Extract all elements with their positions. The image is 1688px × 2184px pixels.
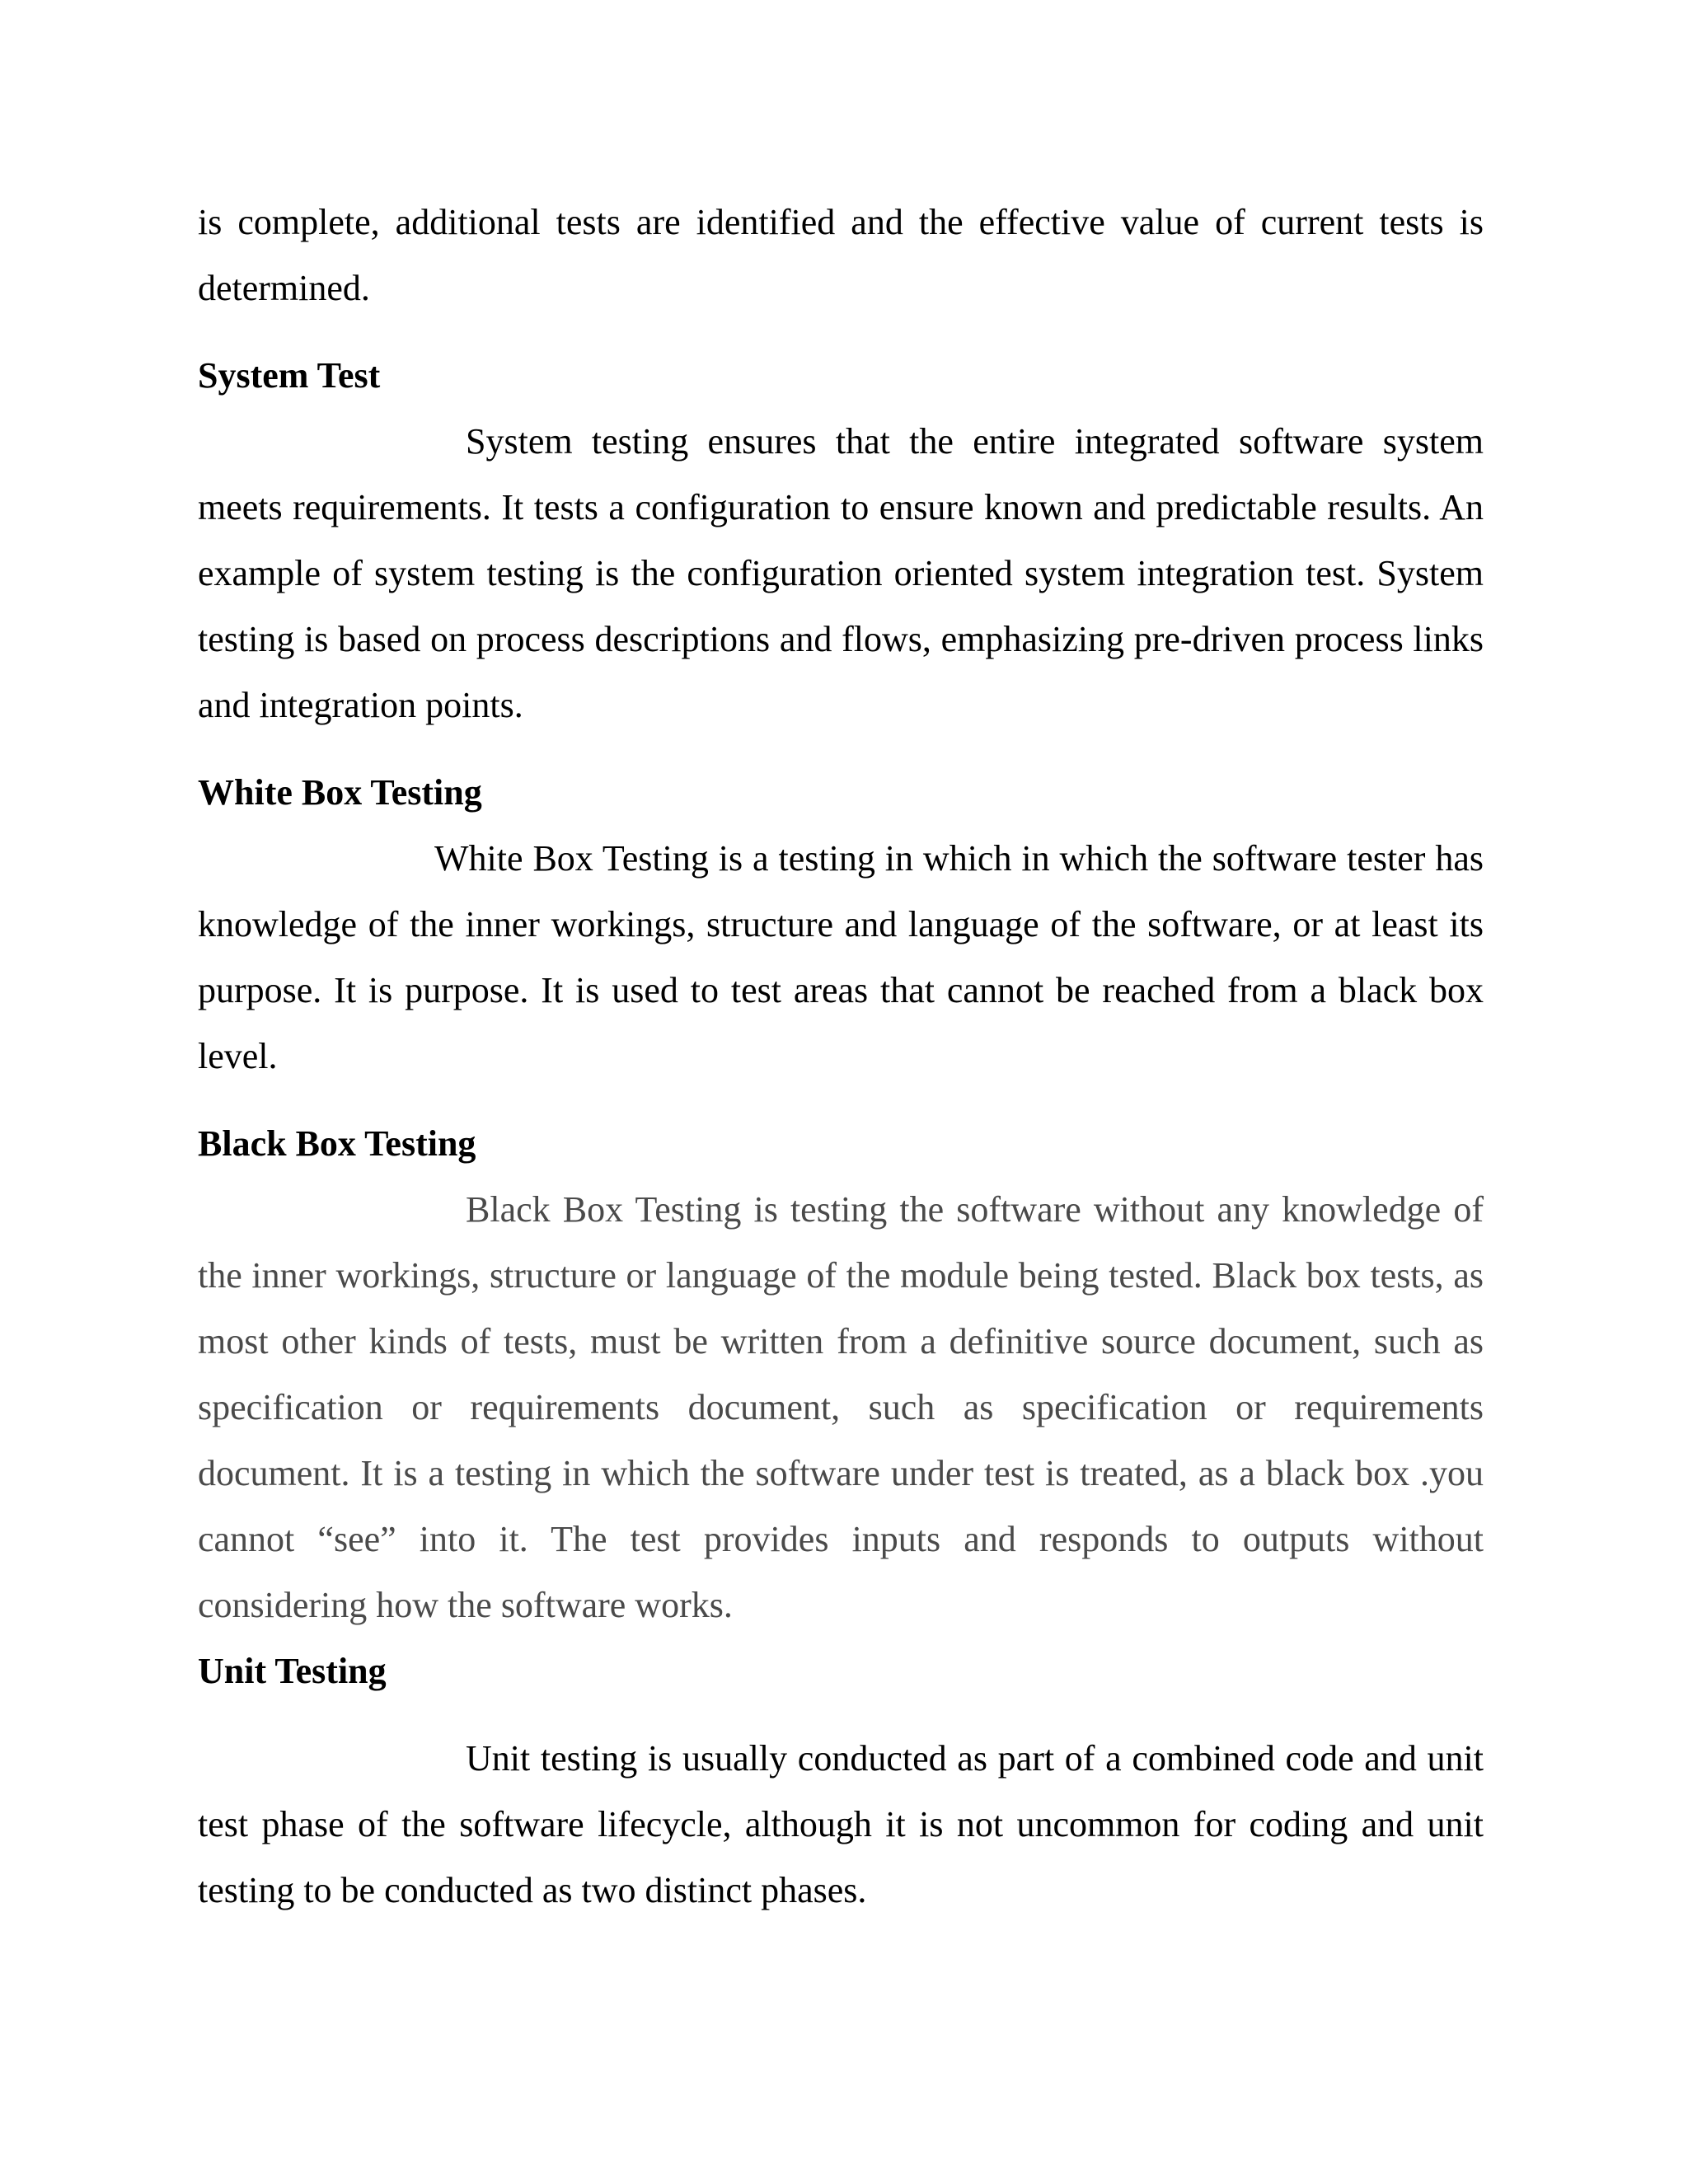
section-heading-black-box-testing: Black Box Testing: [198, 1123, 476, 1164]
spacer: [198, 1704, 1484, 1726]
section-heading-system-test: System Test: [198, 355, 381, 396]
system-test-paragraph: System testing ensures that the entire integrated software system meets requirements. It tests a configuration to ensure known and predictable results. An example of system testing is the configuration oriented system integration test. System testing is based on process descriptions and flows, emphasizing pre-driven process links and integration points.: [198, 421, 1484, 725]
black-box-testing-paragraph: Black Box Testing is testing the software without any knowledge of the inner workings, structure or language of the module being tested. Black box tests, as most other kinds of tests, must be written from a definitive source document, such as specification or requirements document, such as specification or requirements document. It is a testing in which the software under test is treated, as a black box .you cannot “see” into it. The test provides inputs and responds to outputs without considering how the software works.: [198, 1189, 1484, 1625]
section-heading-white-box-testing: White Box Testing: [198, 772, 482, 813]
intro-paragraph: is complete, additional tests are identified and the effective value of current tests is determined.: [198, 202, 1484, 308]
spacer: [198, 321, 1484, 343]
unit-testing-paragraph: Unit testing is usually conducted as part of a combined code and unit test phase of the software lifecycle, although it is not uncommon for coding and unit testing to be conducted as two distinct phases.: [198, 1738, 1484, 1910]
spacer: [198, 738, 1484, 760]
white-box-testing-paragraph: White Box Testing is a testing in which in which the software tester has knowledge of the inner workings, structure and language of the software, or at least its purpose. It is purpose. It is used to test areas that cannot be reached from a black box level.: [198, 838, 1484, 1076]
spacer: [198, 1090, 1484, 1111]
section-heading-unit-testing: Unit Testing: [198, 1651, 387, 1691]
document-page: [198, 190, 1484, 1924]
